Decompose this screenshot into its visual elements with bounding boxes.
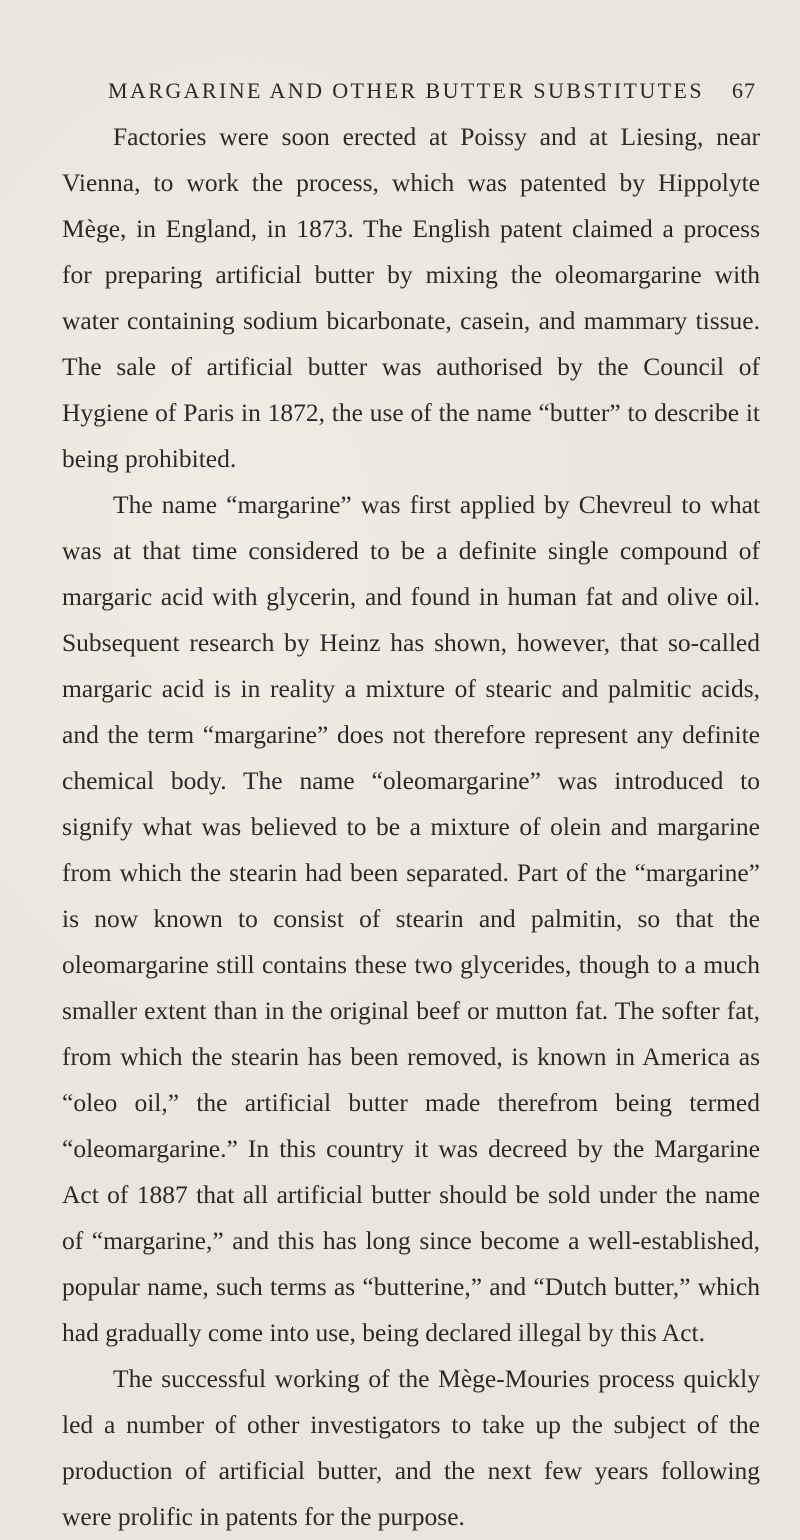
running-title: MARGARINE AND OTHER BUTTER SUBSTITUTES bbox=[108, 78, 704, 103]
body-text bbox=[62, 114, 760, 1540]
paragraph-1: Factories were soon erected at Poissy and at Liesing, near Vienna, to work the process, which was patented by Hippolyte Mège, in England, in 1873. The English patent claimed a process for preparing artificial butter by mixing the oleomargarine with water containing sodium bicarbonate, casein, and mammary tissue. The sale of artificial butter was authorised by the Council of Hygiene of Paris in 1872, the use of the name “butter” to describe it being prohibited. bbox=[62, 122, 760, 473]
page-number: 67 bbox=[732, 78, 756, 103]
running-header bbox=[62, 76, 760, 106]
paragraph-2: The name “margarine” was first applied by Chevreul to what was at that time considered to be a definite single compound of margaric acid with glycerin, and found in human fat and olive oil. Subsequent research by Heinz has shown, however, that so-called margaric acid is in reality a mixture of stearic and palmitic acids, and the term “margarine” does not therefore represent any definite chemical body. The name “oleomargarine” was introduced to signify what was believed to be a mixture of olein and margarine from which the stearin had been separated. Part of the “margarine” is now known to consist of stearin and palmitin, so that the oleomargarine still contains these two glycerides, though to a much smaller extent than in the original beef or mutton fat. The softer fat, from which the stearin has been removed, is known in America as “oleo oil,” the artificial butter made therefrom being termed “oleomargarine.” In this country it was decreed by the Margarine Act of 1887 that all artificial butter should be sold under the name of “margarine,” and this has long since become a well-established, popular name, such terms as “butterine,” and “Dutch butter,” which had gradually come into use, being declared illegal by this Act. bbox=[62, 490, 760, 1347]
paragraph-3: The successful working of the Mège-Mouries process quickly led a number of other investigators to take up the subject of the production of artificial butter, and the next few years following were prolific in patents for the purpose. bbox=[62, 1364, 760, 1531]
